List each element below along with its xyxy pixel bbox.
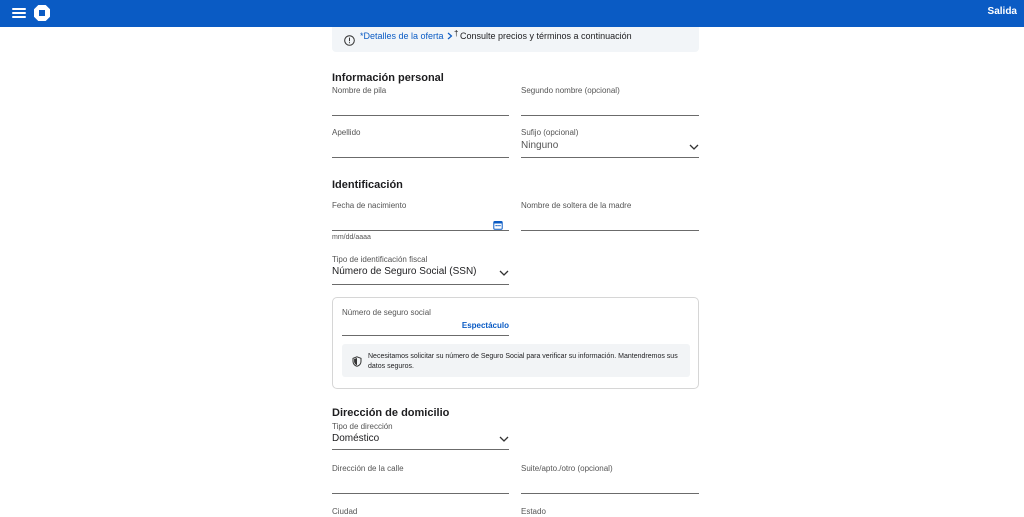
dob-field[interactable] xyxy=(332,201,509,231)
chevron-down-icon xyxy=(499,434,509,444)
ssn-field[interactable] xyxy=(342,308,509,336)
suite-label: Suite/apto./otro (opcional) xyxy=(521,464,613,473)
shield-icon xyxy=(352,354,362,372)
suite-field[interactable] xyxy=(521,464,699,494)
dob-label: Fecha de nacimiento xyxy=(332,201,407,210)
suffix-select[interactable] xyxy=(521,128,699,158)
top-bar xyxy=(0,0,1024,27)
dob-format-hint: mm/dd/aaaa xyxy=(332,234,371,241)
exit-link[interactable]: Salida xyxy=(987,6,1017,17)
middle-name-field[interactable] xyxy=(521,86,699,116)
dagger-mark: † xyxy=(454,29,459,38)
offer-note-text: Consulte precios y términos a continuación xyxy=(460,31,632,41)
hamburger-menu-icon[interactable] xyxy=(12,6,26,20)
offer-banner xyxy=(332,27,699,52)
calendar-icon[interactable] xyxy=(493,217,503,235)
suffix-value: Ninguno xyxy=(521,140,559,151)
info-icon xyxy=(344,33,355,51)
first-name-field[interactable] xyxy=(332,86,509,116)
suffix-label: Sufijo (opcional) xyxy=(521,128,579,137)
ssn-card xyxy=(332,297,699,389)
tax-id-type-label: Tipo de identificación fiscal xyxy=(332,255,428,264)
state-select[interactable] xyxy=(521,507,699,517)
mother-maiden-name-field[interactable] xyxy=(521,201,699,231)
state-label: Estado xyxy=(521,507,546,516)
first-name-label: Nombre de pila xyxy=(332,86,387,95)
ssn-security-note xyxy=(342,344,690,377)
home-address-heading: Dirección de domicilio xyxy=(332,407,450,419)
address-type-select[interactable] xyxy=(332,422,509,450)
chase-logo-icon[interactable] xyxy=(33,4,51,22)
address-type-label: Tipo de dirección xyxy=(332,422,393,431)
last-name-label: Apellido xyxy=(332,128,361,137)
address-type-value: Doméstico xyxy=(332,433,380,444)
last-name-field[interactable] xyxy=(332,128,509,158)
tax-id-type-value: Número de Seguro Social (SSN) xyxy=(332,266,477,277)
mother-maiden-name-label: Nombre de soltera de la madre xyxy=(521,201,632,210)
street-address-field[interactable] xyxy=(332,464,509,494)
city-label: Ciudad xyxy=(332,507,358,516)
identification-heading: Identificación xyxy=(332,179,403,191)
street-address-label: Dirección de la calle xyxy=(332,464,404,473)
city-field[interactable] xyxy=(332,507,509,517)
ssn-show-button[interactable]: Espectáculo xyxy=(461,321,509,330)
chevron-right-icon xyxy=(447,32,453,40)
personal-info-heading: Información personal xyxy=(332,72,444,84)
tax-id-type-select[interactable] xyxy=(332,255,509,285)
offer-details-link[interactable] xyxy=(360,31,453,41)
middle-name-label: Segundo nombre (opcional) xyxy=(521,86,620,95)
chevron-down-icon xyxy=(689,142,699,152)
chevron-down-icon xyxy=(499,268,509,278)
ssn-label: Número de seguro social xyxy=(342,308,431,317)
ssn-note-text: Necesitamos solicitar su número de Seguro Social para verificar su información. Mantendremos sus datos seguros. xyxy=(368,353,678,370)
offer-details-label: *Detalles de la oferta xyxy=(360,31,444,41)
